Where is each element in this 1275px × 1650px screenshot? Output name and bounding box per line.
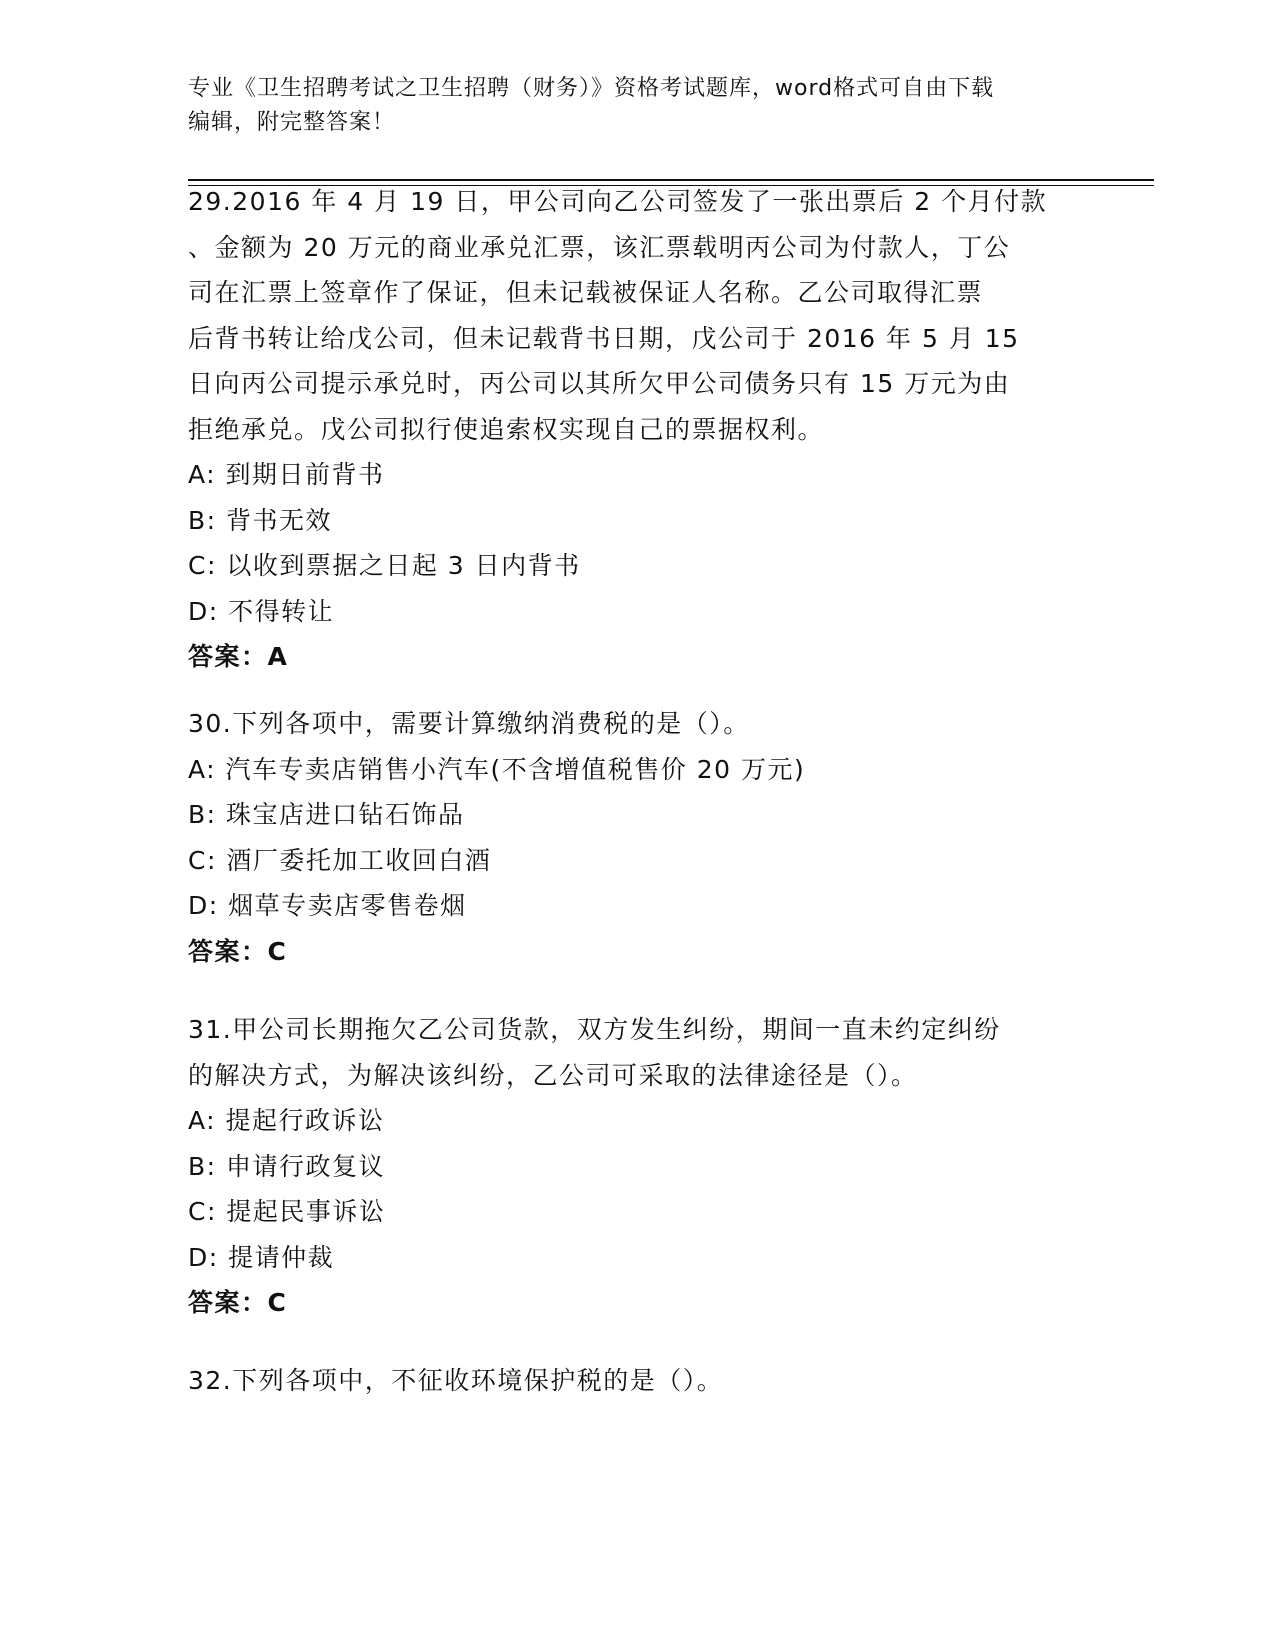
- question-stem-line: 29.2016 年 4 月 19 日，甲公司向乙公司签发了一张出票后 2 个月付款: [188, 187, 1048, 216]
- answer-line: 答案：C: [188, 1288, 288, 1317]
- option-d: D: 提请仲裁: [188, 1242, 335, 1272]
- option-d: D: 不得转让: [188, 596, 335, 626]
- option-a: A: 到期日前背书: [188, 460, 385, 489]
- option-c: C: 酒厂委托加工收回白酒: [188, 845, 492, 875]
- answer-line: 答案：C: [188, 936, 288, 966]
- question-stem-line: 32.下列各项中，不征收环境保护税的是（）。: [188, 1366, 724, 1395]
- option-b: B: 珠宝店进口钻石饰品: [188, 800, 465, 829]
- question-stem-line: 后背书转让给戊公司，但未记载背书日期，戊公司于 2016 年 5 月 15: [188, 323, 1020, 353]
- answer-line: 答案：A: [188, 642, 289, 671]
- option-c: C: 以收到票据之日起 3 日内背书: [188, 551, 581, 580]
- question-stem-line: 31.甲公司长期拖欠乙公司货款，双方发生纠纷，期间一直未约定纠纷: [188, 1015, 1001, 1044]
- question-31: [188, 1007, 1088, 1326]
- header-line-1: 专业《卫生招聘考试之卫生招聘（财务）》资格考试题库，word格式可自由下载: [188, 76, 995, 101]
- document-header: [188, 72, 1068, 140]
- question-stem-line: 司在汇票上签章作了保证，但未记载被保证人名称。乙公司取得汇票: [188, 278, 984, 307]
- option-a: A: 提起行政诉讼: [188, 1106, 385, 1135]
- question-30: [188, 701, 1088, 974]
- question-stem-line: 的解决方式，为解决该纠纷，乙公司可采取的法律途径是（）。: [188, 1060, 918, 1090]
- question-stem-line: 30.下列各项中，需要计算缴纳消费税的是（）。: [188, 709, 750, 738]
- question-32: [188, 1358, 1088, 1404]
- question-29: [188, 179, 1088, 680]
- question-stem-line: 、金额为 20 万元的商业承兑汇票，该汇票载明丙公司为付款人，丁公: [188, 232, 1011, 262]
- option-b: B: 背书无效: [188, 505, 333, 535]
- option-a: A: 汽车专卖店销售小汽车(不含增值税售价 20 万元): [188, 754, 806, 784]
- question-stem-line: 日向丙公司提示承兑时，丙公司以其所欠甲公司债务只有 15 万元为由: [188, 369, 1011, 398]
- option-c: C: 提起民事诉讼: [188, 1197, 386, 1226]
- header-line-2: 编辑，附完整答案！: [188, 110, 396, 135]
- option-d: D: 烟草专卖店零售卷烟: [188, 891, 467, 920]
- option-b: B: 申请行政复议: [188, 1151, 386, 1181]
- question-stem-line: 拒绝承兑。戊公司拟行使追索权实现自己的票据权利。: [188, 414, 825, 444]
